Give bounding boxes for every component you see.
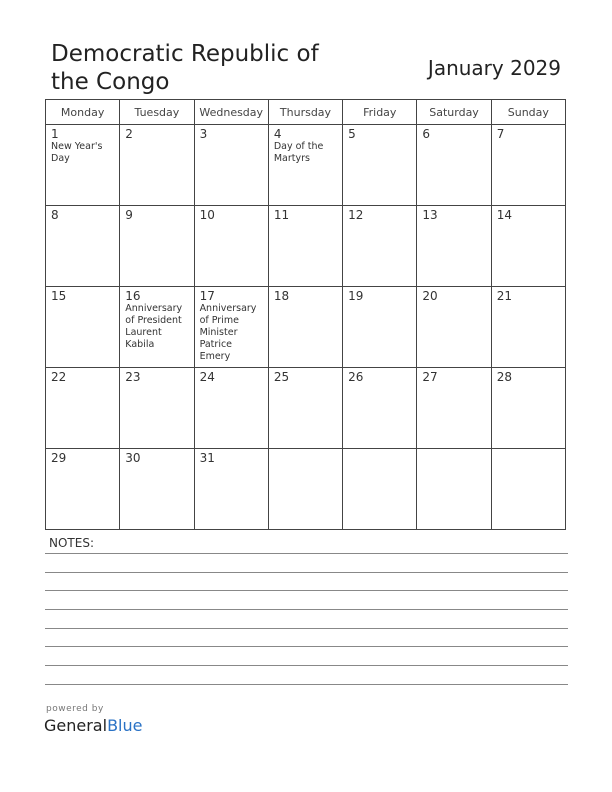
day-number: 30 (125, 451, 141, 465)
day-number: 18 (273, 289, 290, 303)
day-number: 2 (125, 127, 133, 141)
day-cell (268, 449, 342, 530)
day-cell (194, 368, 268, 449)
day-number: 16 (125, 289, 141, 303)
weekday-header: Saturday (417, 100, 491, 125)
week-row (46, 368, 566, 449)
note-line (45, 590, 568, 591)
day-cell (491, 449, 565, 530)
generalblue-logo[interactable] (44, 716, 142, 735)
day-cell (417, 206, 491, 287)
day-cell (343, 287, 417, 368)
day-number: 24 (199, 370, 215, 384)
day-number: 20 (422, 289, 438, 303)
day-cell (120, 206, 194, 287)
week-row (46, 287, 566, 368)
day-cell (343, 368, 417, 449)
day-cell (194, 449, 268, 530)
day-cell (417, 287, 491, 368)
weekday-header: Thursday (268, 100, 342, 125)
day-cell (46, 287, 120, 368)
day-cell (46, 206, 120, 287)
day-number: 13 (422, 208, 438, 222)
note-line (45, 646, 568, 647)
day-cell (120, 125, 194, 206)
note-line (45, 609, 568, 610)
day-cell (491, 206, 565, 287)
day-cell (268, 125, 342, 206)
note-line (45, 628, 568, 629)
day-cell (343, 206, 417, 287)
day-cell (120, 287, 194, 368)
day-cell (268, 206, 342, 287)
day-cell (491, 287, 565, 368)
day-number: 4 (273, 127, 282, 141)
notes-label: NOTES: (49, 536, 94, 550)
day-cell (194, 125, 268, 206)
day-number: 19 (348, 289, 364, 303)
day-number: 28 (496, 370, 512, 384)
day-cell (491, 125, 565, 206)
weekday-header: Monday (46, 100, 120, 125)
day-number: 3 (199, 127, 208, 141)
day-cell (268, 368, 342, 449)
weekday-header: Friday (343, 100, 417, 125)
day-number: 6 (422, 127, 431, 141)
month-year: January 2029 (427, 56, 561, 80)
day-cell (417, 368, 491, 449)
day-number: 5 (348, 127, 356, 141)
day-cell (46, 125, 120, 206)
note-line (45, 684, 568, 685)
holiday-label: Anniversary of Prime Minister Patrice Emery (199, 303, 257, 362)
week-row (46, 125, 566, 206)
day-cell (46, 368, 120, 449)
week-row (46, 206, 566, 287)
day-cell (343, 449, 417, 530)
day-cell (194, 287, 268, 368)
day-cell (268, 287, 342, 368)
day-cell (120, 449, 194, 530)
day-cell (417, 125, 491, 206)
day-number: 14 (496, 208, 512, 222)
day-number: 15 (51, 289, 67, 303)
day-cell (343, 125, 417, 206)
calendar-title: Democratic Republic of the Congo (51, 41, 319, 95)
day-number: 23 (125, 370, 141, 384)
powered-by-text: powered by (46, 704, 104, 714)
day-number: 29 (51, 451, 67, 465)
brand-blue: Blue (107, 716, 143, 735)
day-number: 9 (125, 208, 133, 222)
day-cell (120, 368, 194, 449)
week-row (46, 449, 566, 530)
day-number: 26 (348, 370, 364, 384)
day-number: 12 (348, 208, 364, 222)
day-cell (417, 449, 491, 530)
holiday-label: Day of the Martyrs (273, 141, 324, 164)
day-number: 22 (51, 370, 67, 384)
weekday-header-row (46, 100, 566, 125)
note-line (45, 553, 568, 554)
day-cell (491, 368, 565, 449)
brand-general: General (44, 716, 108, 735)
holiday-label: New Year's Day (51, 141, 103, 164)
day-number: 31 (199, 451, 215, 465)
day-number: 11 (273, 208, 290, 222)
day-number: 8 (51, 208, 59, 222)
day-number: 21 (496, 289, 512, 303)
day-cell (194, 206, 268, 287)
note-line (45, 572, 568, 573)
weekday-header: Wednesday (194, 100, 268, 125)
note-line (45, 665, 568, 666)
holiday-label: Anniversary of President Laurent Kabila (125, 303, 183, 350)
day-number: 27 (422, 370, 438, 384)
day-cell (46, 449, 120, 530)
day-number: 25 (273, 370, 290, 384)
day-number: 1 (51, 127, 59, 141)
calendar-grid (45, 99, 566, 530)
day-number: 17 (199, 289, 215, 303)
day-number: 10 (199, 208, 215, 222)
day-number: 7 (496, 127, 505, 141)
weekday-header: Tuesday (120, 100, 194, 125)
weekday-header: Sunday (491, 100, 565, 125)
